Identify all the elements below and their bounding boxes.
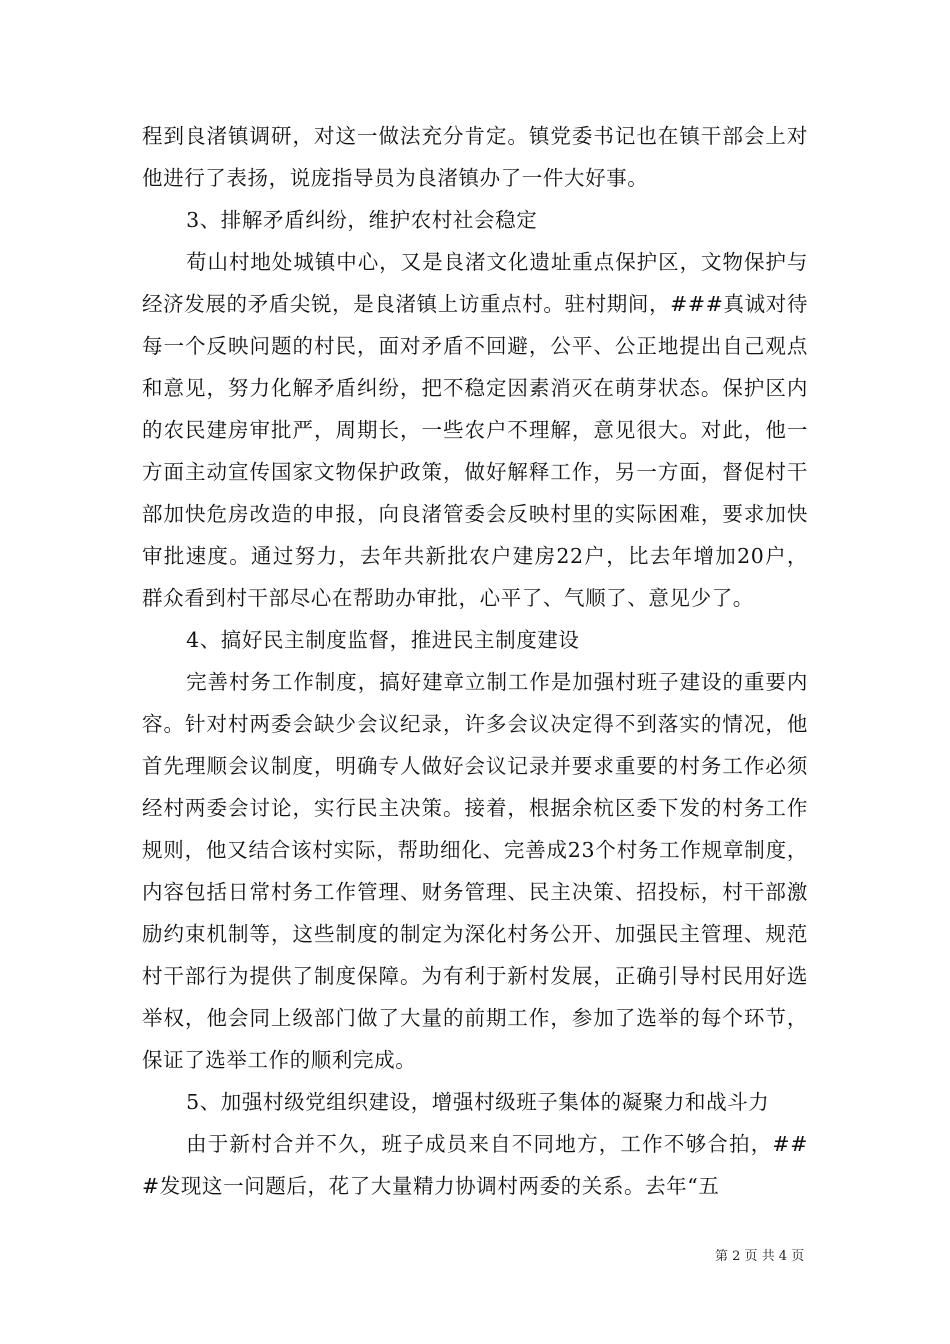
section-heading-3: 3、排解矛盾纠纷，维护农村社会稳定 bbox=[186, 208, 538, 232]
paragraph-4: 由于新村合并不久，班子成员来自不同地方，工作不够合拍，###发现这一问题后，花了大量精力协调村两委的关系。去年“五 bbox=[142, 1132, 808, 1198]
section-heading-5: 5、加强村级党组织建设，增强村级班子集体的凝聚力和战斗力 bbox=[186, 1090, 770, 1114]
paragraph-2: 荀山村地处城镇中心，又是良渚文化遗址重点保护区，文物保护与经济发展的矛盾尖锐，是良渚镇上访重点村。驻村期间，###真诚对待每一个反映问题的村民，面对矛盾不回避，公平、公正地提出自己观点和意见，努力化解矛盾纠纷，把不稳定因素消灭在萌芽状态。保护区内的农民建房审批严，周期长，一些农户不理解，意见很大。对此，他一方面主动宣传国家文物保护政策，做好解释工作，另一方面，督促村干部加快危房改造的申报，向良渚管委会反映村里的实际困难，要求加快审批速度。通过努力，去年共新批农户建房22户，比去年增加20户，群众看到村干部尽心在帮助办审批，心平了、气顺了、意见少了。 bbox=[142, 250, 808, 610]
paragraph-1: 程到良渚镇调研，对这一做法充分肯定。镇党委书记也在镇干部会上对他进行了表扬，说庞指导员为良渚镇办了一件大好事。 bbox=[142, 124, 808, 190]
section-heading-4: 4、搞好民主制度监督，推进民主制度建设 bbox=[186, 628, 580, 652]
paragraph-3: 完善村务工作制度，搞好建章立制工作是加强村班子建设的重要内容。针对村两委会缺少会议纪录，许多会议决定得不到落实的情况，他首先理顺会议制度，明确专人做好会议记录并要求重要的村务工作必须经村两委会讨论，实行民主决策。接着，根据余杭区委下发的村务工作规则，他又结合该村实际，帮助细化、完善成23个村务工作规章制度，内容包括日常村务工作管理、财务管理、民主决策、招投标，村干部激励约束机制等，这些制度的制定为深化村务公开、加强民主管理、规范村干部行为提供了制度保障。为有利于新村发展，正确引导村民用好选举权，他会同上级部门做了大量的前期工作，参加了选举的每个环节，保证了选举工作的顺利完成。 bbox=[142, 670, 808, 1072]
page-footer: 第 2 页 共 4 页 bbox=[715, 1249, 805, 1264]
document-body bbox=[142, 115, 808, 1207]
